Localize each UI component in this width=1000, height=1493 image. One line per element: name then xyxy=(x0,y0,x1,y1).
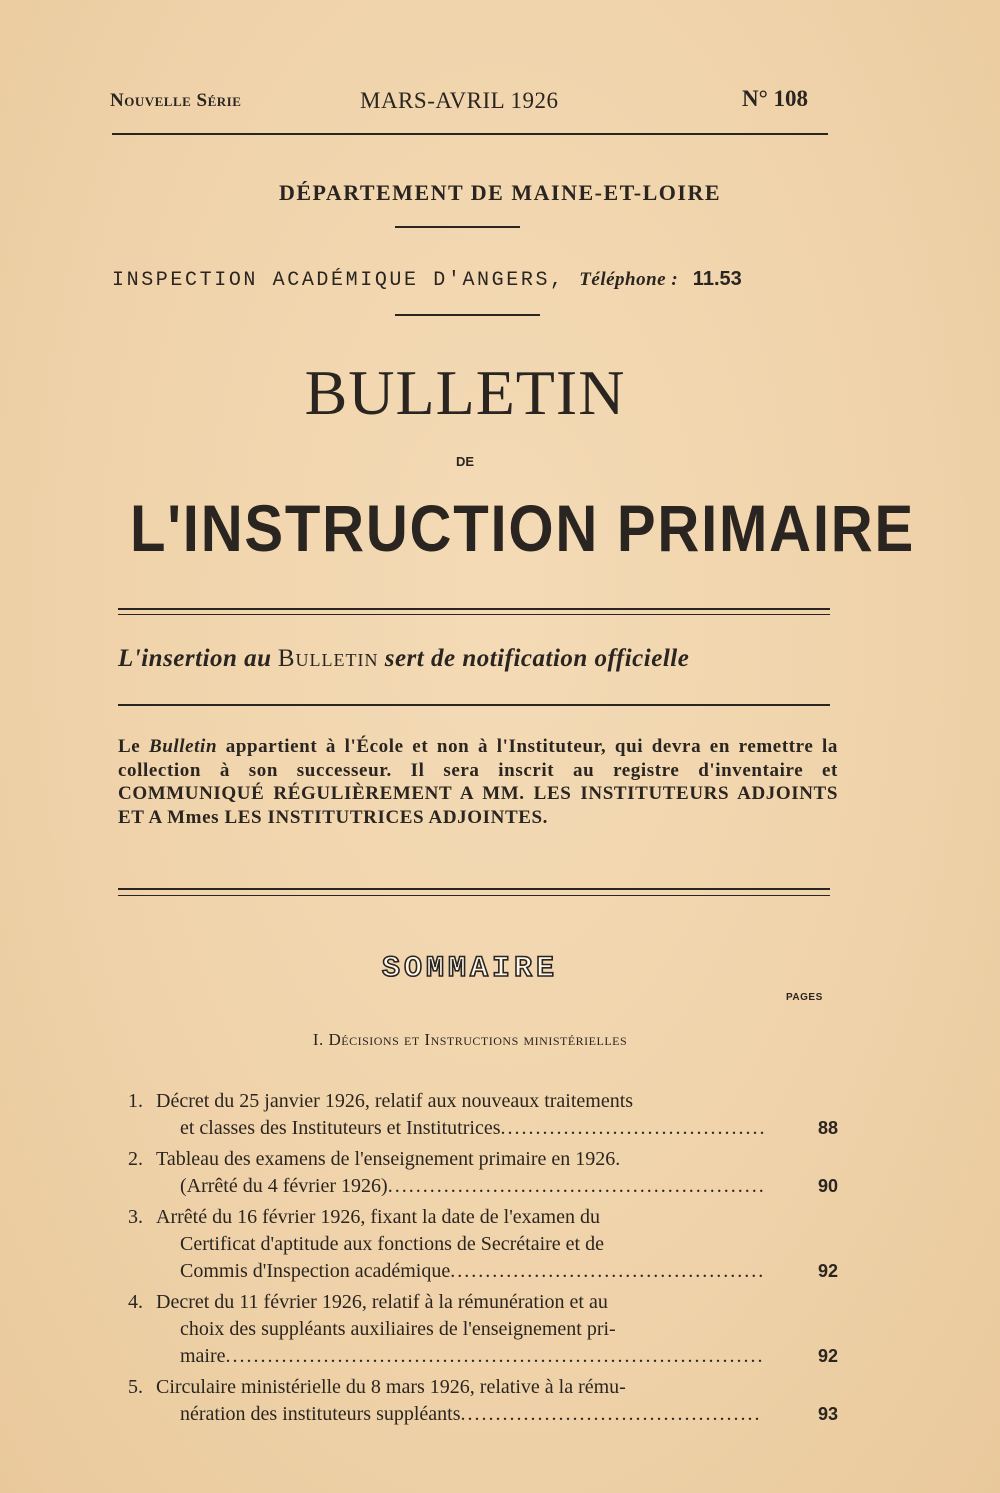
phone-label: Téléphone : xyxy=(579,269,679,290)
header-rule xyxy=(112,133,828,135)
phone-number: 11.53 xyxy=(692,268,742,290)
toc-number: 1. xyxy=(128,1090,143,1112)
toc-leader-dots: ...................................................... xyxy=(387,1175,766,1197)
inspection-line xyxy=(112,268,742,292)
toc-text: Tableau des examens de l'enseignement primaire en 1926. xyxy=(156,1148,621,1170)
ownership-notice xyxy=(118,735,838,829)
bulletin-title: BULLETIN xyxy=(304,357,626,428)
summary-title: SOMMAIRE xyxy=(381,952,559,986)
toc-item xyxy=(128,1088,838,1142)
double-rule-bottom xyxy=(118,895,830,896)
toc-line xyxy=(128,1316,838,1343)
divider xyxy=(395,314,540,316)
toc-number: 2. xyxy=(128,1148,143,1170)
double-rule-bottom xyxy=(118,614,830,615)
toc-text: Commis d'Inspection académique xyxy=(180,1260,451,1282)
toc-line xyxy=(128,1289,838,1316)
toc-line xyxy=(128,1374,838,1401)
title-connector: DE xyxy=(455,454,475,469)
divider xyxy=(118,704,830,706)
toc-leader-dots: ............................................................................. xyxy=(225,1345,765,1367)
toc-leader-dots: ............................................. xyxy=(450,1260,766,1282)
series-label: Nouvelle Série xyxy=(110,90,242,111)
toc-text: et classes des Instituteurs et Institutrices xyxy=(180,1117,501,1139)
insertion-part2: Bulletin xyxy=(277,645,379,672)
insertion-notice xyxy=(118,645,689,673)
toc-line xyxy=(128,1343,838,1370)
toc-text: (Arrêté du 4 février 1926) xyxy=(180,1175,388,1197)
toc-line xyxy=(128,1231,838,1258)
insertion-part1: L'insertion au xyxy=(118,645,272,672)
toc-text: choix des suppléants auxiliaires de l'enseignement pri- xyxy=(180,1318,616,1340)
toc-line xyxy=(128,1204,838,1231)
toc-number: 4. xyxy=(128,1291,143,1313)
department-title: DÉPARTEMENT DE MAINE-ET-LOIRE xyxy=(278,180,722,205)
toc-text: nération des instituteurs suppléants xyxy=(180,1403,461,1425)
toc-item xyxy=(128,1146,838,1200)
toc-line xyxy=(128,1401,838,1428)
toc-page-number: 92 xyxy=(817,1261,838,1281)
toc-item xyxy=(128,1204,838,1285)
double-rule-top xyxy=(118,608,830,610)
section-heading: I. Décisions et Instructions ministérielles xyxy=(312,1030,628,1049)
issue-date: MARS-AVRIL 1926 xyxy=(360,88,559,113)
toc-number: 3. xyxy=(128,1206,143,1228)
notice-bulletin-word: Bulletin xyxy=(148,736,218,757)
pages-label: PAGES xyxy=(786,992,823,1003)
toc-page-number: 88 xyxy=(817,1118,838,1138)
toc-item xyxy=(128,1374,838,1428)
notice-prefix: Le xyxy=(118,736,141,757)
toc-page-number: 92 xyxy=(817,1346,838,1366)
issue-number: N° 108 xyxy=(742,86,809,111)
toc-page-number: 90 xyxy=(817,1176,838,1196)
main-title: L'INSTRUCTION PRIMAIRE xyxy=(130,491,915,565)
toc-number: 5. xyxy=(128,1376,143,1398)
toc-line xyxy=(128,1088,838,1115)
toc-line xyxy=(128,1115,838,1142)
toc-text: Certificat d'aptitude aux fonctions de Secrétaire et de xyxy=(180,1233,604,1255)
notice-text: appartient à l'École et non à l'Instituteur, qui devra en remettre la collection à son successeur. Il sera inscrit au registre d'inventaire et COMMUNIQUÉ RÉGULIÈREMENT A MM. LES INSTITUTEURS ADJOINTS ET A Mmes LES INSTITUTRICES ADJOINTES. xyxy=(118,736,838,828)
double-rule-top xyxy=(118,888,830,890)
toc-text: Décret du 25 janvier 1926, relatif aux nouveaux traitements xyxy=(156,1090,634,1112)
toc-leader-dots: ........................................... xyxy=(460,1403,762,1425)
toc-text: Arrêté du 16 février 1926, fixant la date de l'examen du xyxy=(156,1206,600,1228)
toc-leader-dots: ...................................... xyxy=(500,1117,767,1139)
toc-text: maire xyxy=(180,1345,226,1367)
toc-text: Decret du 11 février 1926, relatif à la rémunération et au xyxy=(156,1291,608,1313)
toc-line xyxy=(128,1173,838,1200)
toc-item xyxy=(128,1289,838,1370)
toc-text: Circulaire ministérielle du 8 mars 1926, relative à la rému- xyxy=(156,1376,626,1398)
inspection-label: INSPECTION ACADÉMIQUE D'ANGERS, xyxy=(112,269,565,292)
toc-line xyxy=(128,1258,838,1285)
toc-line xyxy=(128,1146,838,1173)
toc-page-number: 93 xyxy=(817,1404,838,1424)
divider xyxy=(395,226,520,228)
insertion-part3: sert de notification officielle xyxy=(384,645,690,672)
table-of-contents xyxy=(128,1088,838,1432)
